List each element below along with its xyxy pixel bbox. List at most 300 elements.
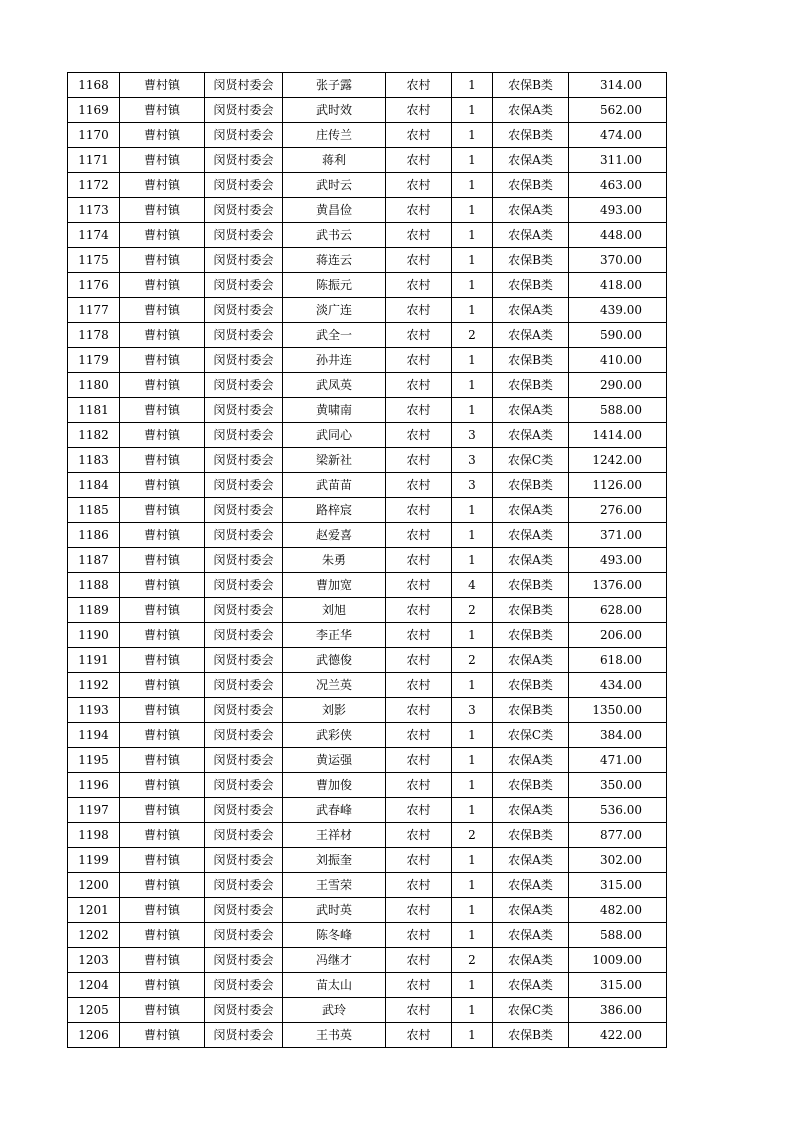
table-row: [68, 73, 667, 98]
area-type-cell: 农村: [386, 398, 452, 423]
table-row: [68, 648, 667, 673]
village-committee-cell: 闵贤村委会: [205, 923, 283, 948]
household-count-cell: 3: [452, 473, 493, 498]
village-committee-cell: 闵贤村委会: [205, 423, 283, 448]
village-committee-cell: 闵贤村委会: [205, 223, 283, 248]
amount-cell: 311.00: [569, 148, 667, 173]
table-row: [68, 723, 667, 748]
row-number-cell: 1187: [68, 548, 120, 573]
amount-cell: 386.00: [569, 998, 667, 1023]
insurance-category-cell: 农保A类: [493, 923, 569, 948]
village-committee-cell: 闵贤村委会: [205, 123, 283, 148]
village-committee-cell: 闵贤村委会: [205, 373, 283, 398]
household-count-cell: 1: [452, 748, 493, 773]
name-cell: 淡广连: [283, 298, 386, 323]
household-count-cell: 1: [452, 898, 493, 923]
town-cell: 曹村镇: [120, 248, 205, 273]
area-type-cell: 农村: [386, 773, 452, 798]
area-type-cell: 农村: [386, 223, 452, 248]
area-type-cell: 农村: [386, 423, 452, 448]
name-cell: 赵爱喜: [283, 523, 386, 548]
row-number-cell: 1175: [68, 248, 120, 273]
name-cell: 庄传兰: [283, 123, 386, 148]
village-committee-cell: 闵贤村委会: [205, 298, 283, 323]
area-type-cell: 农村: [386, 248, 452, 273]
table-row: [68, 923, 667, 948]
area-type-cell: 农村: [386, 823, 452, 848]
name-cell: 梁新社: [283, 448, 386, 473]
area-type-cell: 农村: [386, 473, 452, 498]
town-cell: 曹村镇: [120, 723, 205, 748]
table-row: [68, 523, 667, 548]
village-committee-cell: 闵贤村委会: [205, 898, 283, 923]
village-committee-cell: 闵贤村委会: [205, 848, 283, 873]
insurance-category-cell: 农保A类: [493, 198, 569, 223]
insurance-category-cell: 农保A类: [493, 648, 569, 673]
town-cell: 曹村镇: [120, 223, 205, 248]
area-type-cell: 农村: [386, 73, 452, 98]
town-cell: 曹村镇: [120, 1023, 205, 1048]
town-cell: 曹村镇: [120, 623, 205, 648]
insurance-category-cell: 农保B类: [493, 173, 569, 198]
town-cell: 曹村镇: [120, 948, 205, 973]
row-number-cell: 1192: [68, 673, 120, 698]
row-number-cell: 1200: [68, 873, 120, 898]
name-cell: 王书英: [283, 1023, 386, 1048]
name-cell: 武彩侠: [283, 723, 386, 748]
household-count-cell: 1: [452, 198, 493, 223]
town-cell: 曹村镇: [120, 348, 205, 373]
village-committee-cell: 闵贤村委会: [205, 948, 283, 973]
amount-cell: 618.00: [569, 648, 667, 673]
household-count-cell: 1: [452, 623, 493, 648]
amount-cell: 588.00: [569, 923, 667, 948]
name-cell: 黄昌俭: [283, 198, 386, 223]
name-cell: 陈冬峰: [283, 923, 386, 948]
row-number-cell: 1168: [68, 73, 120, 98]
area-type-cell: 农村: [386, 573, 452, 598]
insurance-category-cell: 农保A类: [493, 398, 569, 423]
row-number-cell: 1195: [68, 748, 120, 773]
household-count-cell: 1: [452, 173, 493, 198]
household-count-cell: 1: [452, 398, 493, 423]
amount-cell: 302.00: [569, 848, 667, 873]
name-cell: 武时云: [283, 173, 386, 198]
table-row: [68, 748, 667, 773]
table-row: [68, 873, 667, 898]
town-cell: 曹村镇: [120, 798, 205, 823]
area-type-cell: 农村: [386, 698, 452, 723]
amount-cell: 1414.00: [569, 423, 667, 448]
household-count-cell: 1: [452, 348, 493, 373]
town-cell: 曹村镇: [120, 773, 205, 798]
insurance-category-cell: 农保B类: [493, 348, 569, 373]
insurance-category-cell: 农保A类: [493, 423, 569, 448]
amount-cell: 877.00: [569, 823, 667, 848]
table-row: [68, 948, 667, 973]
town-cell: 曹村镇: [120, 598, 205, 623]
name-cell: 武时英: [283, 898, 386, 923]
name-cell: 武德俊: [283, 648, 386, 673]
name-cell: 武凤英: [283, 373, 386, 398]
household-count-cell: 1: [452, 373, 493, 398]
row-number-cell: 1176: [68, 273, 120, 298]
table-row: [68, 773, 667, 798]
row-number-cell: 1177: [68, 298, 120, 323]
amount-cell: 562.00: [569, 98, 667, 123]
household-count-cell: 1: [452, 523, 493, 548]
amount-cell: 1350.00: [569, 698, 667, 723]
area-type-cell: 农村: [386, 548, 452, 573]
row-number-cell: 1186: [68, 523, 120, 548]
row-number-cell: 1174: [68, 223, 120, 248]
amount-cell: 590.00: [569, 323, 667, 348]
area-type-cell: 农村: [386, 123, 452, 148]
row-number-cell: 1188: [68, 573, 120, 598]
town-cell: 曹村镇: [120, 473, 205, 498]
village-committee-cell: 闵贤村委会: [205, 748, 283, 773]
insurance-category-cell: 农保A类: [493, 523, 569, 548]
amount-cell: 384.00: [569, 723, 667, 748]
name-cell: 刘旭: [283, 598, 386, 623]
town-cell: 曹村镇: [120, 323, 205, 348]
household-count-cell: 2: [452, 948, 493, 973]
household-count-cell: 1: [452, 298, 493, 323]
area-type-cell: 农村: [386, 273, 452, 298]
row-number-cell: 1182: [68, 423, 120, 448]
village-committee-cell: 闵贤村委会: [205, 873, 283, 898]
village-committee-cell: 闵贤村委会: [205, 673, 283, 698]
table-row: [68, 198, 667, 223]
town-cell: 曹村镇: [120, 998, 205, 1023]
table-row: [68, 373, 667, 398]
household-count-cell: 2: [452, 823, 493, 848]
row-number-cell: 1191: [68, 648, 120, 673]
town-cell: 曹村镇: [120, 973, 205, 998]
amount-cell: 1126.00: [569, 473, 667, 498]
village-committee-cell: 闵贤村委会: [205, 823, 283, 848]
amount-cell: 314.00: [569, 73, 667, 98]
name-cell: 路梓宸: [283, 498, 386, 523]
town-cell: 曹村镇: [120, 523, 205, 548]
area-type-cell: 农村: [386, 648, 452, 673]
household-count-cell: 1: [452, 223, 493, 248]
table-row: [68, 598, 667, 623]
insurance-category-cell: 农保B类: [493, 698, 569, 723]
village-committee-cell: 闵贤村委会: [205, 998, 283, 1023]
village-committee-cell: 闵贤村委会: [205, 548, 283, 573]
amount-cell: 1242.00: [569, 448, 667, 473]
insurance-category-cell: 农保B类: [493, 73, 569, 98]
row-number-cell: 1203: [68, 948, 120, 973]
amount-cell: 410.00: [569, 348, 667, 373]
insurance-category-cell: 农保A类: [493, 973, 569, 998]
village-committee-cell: 闵贤村委会: [205, 623, 283, 648]
table-row: [68, 123, 667, 148]
insurance-category-cell: 农保A类: [493, 898, 569, 923]
area-type-cell: 农村: [386, 498, 452, 523]
area-type-cell: 农村: [386, 798, 452, 823]
row-number-cell: 1201: [68, 898, 120, 923]
name-cell: 张子露: [283, 73, 386, 98]
name-cell: 王雪荣: [283, 873, 386, 898]
household-count-cell: 1: [452, 273, 493, 298]
row-number-cell: 1170: [68, 123, 120, 148]
town-cell: 曹村镇: [120, 848, 205, 873]
amount-cell: 439.00: [569, 298, 667, 323]
insurance-category-cell: 农保B类: [493, 473, 569, 498]
amount-cell: 536.00: [569, 798, 667, 823]
village-committee-cell: 闵贤村委会: [205, 773, 283, 798]
amount-cell: 482.00: [569, 898, 667, 923]
name-cell: 孙井连: [283, 348, 386, 373]
name-cell: 冯继才: [283, 948, 386, 973]
village-committee-cell: 闵贤村委会: [205, 148, 283, 173]
town-cell: 曹村镇: [120, 648, 205, 673]
insurance-category-cell: 农保A类: [493, 298, 569, 323]
insurance-category-cell: 农保B类: [493, 598, 569, 623]
area-type-cell: 农村: [386, 998, 452, 1023]
insurance-category-cell: 农保C类: [493, 998, 569, 1023]
household-count-cell: 1: [452, 1023, 493, 1048]
town-cell: 曹村镇: [120, 573, 205, 598]
village-committee-cell: 闵贤村委会: [205, 723, 283, 748]
village-committee-cell: 闵贤村委会: [205, 523, 283, 548]
table-row: [68, 473, 667, 498]
town-cell: 曹村镇: [120, 673, 205, 698]
area-type-cell: 农村: [386, 623, 452, 648]
village-committee-cell: 闵贤村委会: [205, 248, 283, 273]
insurance-category-cell: 农保C类: [493, 723, 569, 748]
village-committee-cell: 闵贤村委会: [205, 98, 283, 123]
amount-cell: 276.00: [569, 498, 667, 523]
household-count-cell: 1: [452, 998, 493, 1023]
town-cell: 曹村镇: [120, 923, 205, 948]
amount-cell: 463.00: [569, 173, 667, 198]
household-count-cell: 2: [452, 323, 493, 348]
insurance-category-cell: 农保A类: [493, 873, 569, 898]
row-number-cell: 1193: [68, 698, 120, 723]
village-committee-cell: 闵贤村委会: [205, 323, 283, 348]
amount-cell: 628.00: [569, 598, 667, 623]
row-number-cell: 1190: [68, 623, 120, 648]
town-cell: 曹村镇: [120, 448, 205, 473]
row-number-cell: 1204: [68, 973, 120, 998]
household-count-cell: 1: [452, 798, 493, 823]
roster-body: [68, 73, 667, 1048]
name-cell: 苗太山: [283, 973, 386, 998]
area-type-cell: 农村: [386, 723, 452, 748]
village-committee-cell: 闵贤村委会: [205, 473, 283, 498]
insurance-category-cell: 农保B类: [493, 273, 569, 298]
row-number-cell: 1183: [68, 448, 120, 473]
household-count-cell: 1: [452, 848, 493, 873]
row-number-cell: 1206: [68, 1023, 120, 1048]
amount-cell: 434.00: [569, 673, 667, 698]
area-type-cell: 农村: [386, 448, 452, 473]
village-committee-cell: 闵贤村委会: [205, 648, 283, 673]
household-count-cell: 1: [452, 148, 493, 173]
amount-cell: 290.00: [569, 373, 667, 398]
village-committee-cell: 闵贤村委会: [205, 398, 283, 423]
name-cell: 曹加俊: [283, 773, 386, 798]
name-cell: 黄啸南: [283, 398, 386, 423]
row-number-cell: 1184: [68, 473, 120, 498]
household-count-cell: 3: [452, 698, 493, 723]
household-count-cell: 1: [452, 723, 493, 748]
area-type-cell: 农村: [386, 948, 452, 973]
name-cell: 武书云: [283, 223, 386, 248]
name-cell: 武时效: [283, 98, 386, 123]
row-number-cell: 1180: [68, 373, 120, 398]
table-row: [68, 148, 667, 173]
name-cell: 武春峰: [283, 798, 386, 823]
town-cell: 曹村镇: [120, 548, 205, 573]
table-row: [68, 623, 667, 648]
household-count-cell: 3: [452, 423, 493, 448]
insurance-category-cell: 农保A类: [493, 98, 569, 123]
household-count-cell: 1: [452, 548, 493, 573]
row-number-cell: 1171: [68, 148, 120, 173]
amount-cell: 471.00: [569, 748, 667, 773]
household-count-cell: 1: [452, 973, 493, 998]
name-cell: 武苗苗: [283, 473, 386, 498]
table-row: [68, 673, 667, 698]
insurance-category-cell: 农保B类: [493, 623, 569, 648]
table-row: [68, 398, 667, 423]
village-committee-cell: 闵贤村委会: [205, 573, 283, 598]
name-cell: 刘振奎: [283, 848, 386, 873]
insurance-category-cell: 农保A类: [493, 848, 569, 873]
amount-cell: 448.00: [569, 223, 667, 248]
area-type-cell: 农村: [386, 848, 452, 873]
insurance-category-cell: 农保A类: [493, 798, 569, 823]
area-type-cell: 农村: [386, 523, 452, 548]
town-cell: 曹村镇: [120, 748, 205, 773]
household-count-cell: 1: [452, 923, 493, 948]
insurance-category-cell: 农保A类: [493, 948, 569, 973]
table-row: [68, 798, 667, 823]
name-cell: 陈振元: [283, 273, 386, 298]
area-type-cell: 农村: [386, 873, 452, 898]
insurance-category-cell: 农保B类: [493, 248, 569, 273]
area-type-cell: 农村: [386, 198, 452, 223]
table-row: [68, 273, 667, 298]
village-committee-cell: 闵贤村委会: [205, 448, 283, 473]
table-row: [68, 223, 667, 248]
insurance-category-cell: 农保B类: [493, 673, 569, 698]
village-committee-cell: 闵贤村委会: [205, 498, 283, 523]
table-row: [68, 298, 667, 323]
amount-cell: 474.00: [569, 123, 667, 148]
table-row: [68, 898, 667, 923]
table-row: [68, 848, 667, 873]
village-committee-cell: 闵贤村委会: [205, 348, 283, 373]
amount-cell: 1009.00: [569, 948, 667, 973]
amount-cell: 315.00: [569, 873, 667, 898]
name-cell: 武全一: [283, 323, 386, 348]
name-cell: 蒋利: [283, 148, 386, 173]
area-type-cell: 农村: [386, 148, 452, 173]
table-row: [68, 98, 667, 123]
area-type-cell: 农村: [386, 1023, 452, 1048]
name-cell: 王祥材: [283, 823, 386, 848]
amount-cell: 370.00: [569, 248, 667, 273]
name-cell: 曹加宽: [283, 573, 386, 598]
insurance-category-cell: 农保C类: [493, 448, 569, 473]
town-cell: 曹村镇: [120, 823, 205, 848]
area-type-cell: 农村: [386, 373, 452, 398]
row-number-cell: 1172: [68, 173, 120, 198]
town-cell: 曹村镇: [120, 898, 205, 923]
table-row: [68, 348, 667, 373]
amount-cell: 493.00: [569, 198, 667, 223]
village-committee-cell: 闵贤村委会: [205, 173, 283, 198]
table-row: [68, 248, 667, 273]
amount-cell: 371.00: [569, 523, 667, 548]
row-number-cell: 1189: [68, 598, 120, 623]
household-count-cell: 1: [452, 248, 493, 273]
household-count-cell: 1: [452, 98, 493, 123]
insurance-category-cell: 农保B类: [493, 773, 569, 798]
row-number-cell: 1199: [68, 848, 120, 873]
town-cell: 曹村镇: [120, 273, 205, 298]
village-committee-cell: 闵贤村委会: [205, 1023, 283, 1048]
name-cell: 黄运强: [283, 748, 386, 773]
town-cell: 曹村镇: [120, 873, 205, 898]
amount-cell: 206.00: [569, 623, 667, 648]
household-count-cell: 1: [452, 873, 493, 898]
village-committee-cell: 闵贤村委会: [205, 198, 283, 223]
village-committee-cell: 闵贤村委会: [205, 273, 283, 298]
insurance-category-cell: 农保B类: [493, 1023, 569, 1048]
row-number-cell: 1198: [68, 823, 120, 848]
row-number-cell: 1179: [68, 348, 120, 373]
amount-cell: 350.00: [569, 773, 667, 798]
table-row: [68, 573, 667, 598]
row-number-cell: 1202: [68, 923, 120, 948]
area-type-cell: 农村: [386, 748, 452, 773]
table-row: [68, 823, 667, 848]
household-count-cell: 2: [452, 598, 493, 623]
household-count-cell: 1: [452, 773, 493, 798]
insurance-category-cell: 农保B类: [493, 123, 569, 148]
name-cell: 蒋连云: [283, 248, 386, 273]
table-row: [68, 698, 667, 723]
row-number-cell: 1194: [68, 723, 120, 748]
name-cell: 刘影: [283, 698, 386, 723]
town-cell: 曹村镇: [120, 73, 205, 98]
name-cell: 武同心: [283, 423, 386, 448]
amount-cell: 588.00: [569, 398, 667, 423]
town-cell: 曹村镇: [120, 423, 205, 448]
insurance-category-cell: 农保A类: [493, 148, 569, 173]
town-cell: 曹村镇: [120, 298, 205, 323]
village-committee-cell: 闵贤村委会: [205, 598, 283, 623]
amount-cell: 422.00: [569, 1023, 667, 1048]
row-number-cell: 1197: [68, 798, 120, 823]
amount-cell: 418.00: [569, 273, 667, 298]
table-row: [68, 1023, 667, 1048]
amount-cell: 493.00: [569, 548, 667, 573]
table-row: [68, 448, 667, 473]
town-cell: 曹村镇: [120, 698, 205, 723]
town-cell: 曹村镇: [120, 198, 205, 223]
insurance-category-cell: 农保A类: [493, 323, 569, 348]
area-type-cell: 农村: [386, 923, 452, 948]
name-cell: 李正华: [283, 623, 386, 648]
table-row: [68, 498, 667, 523]
